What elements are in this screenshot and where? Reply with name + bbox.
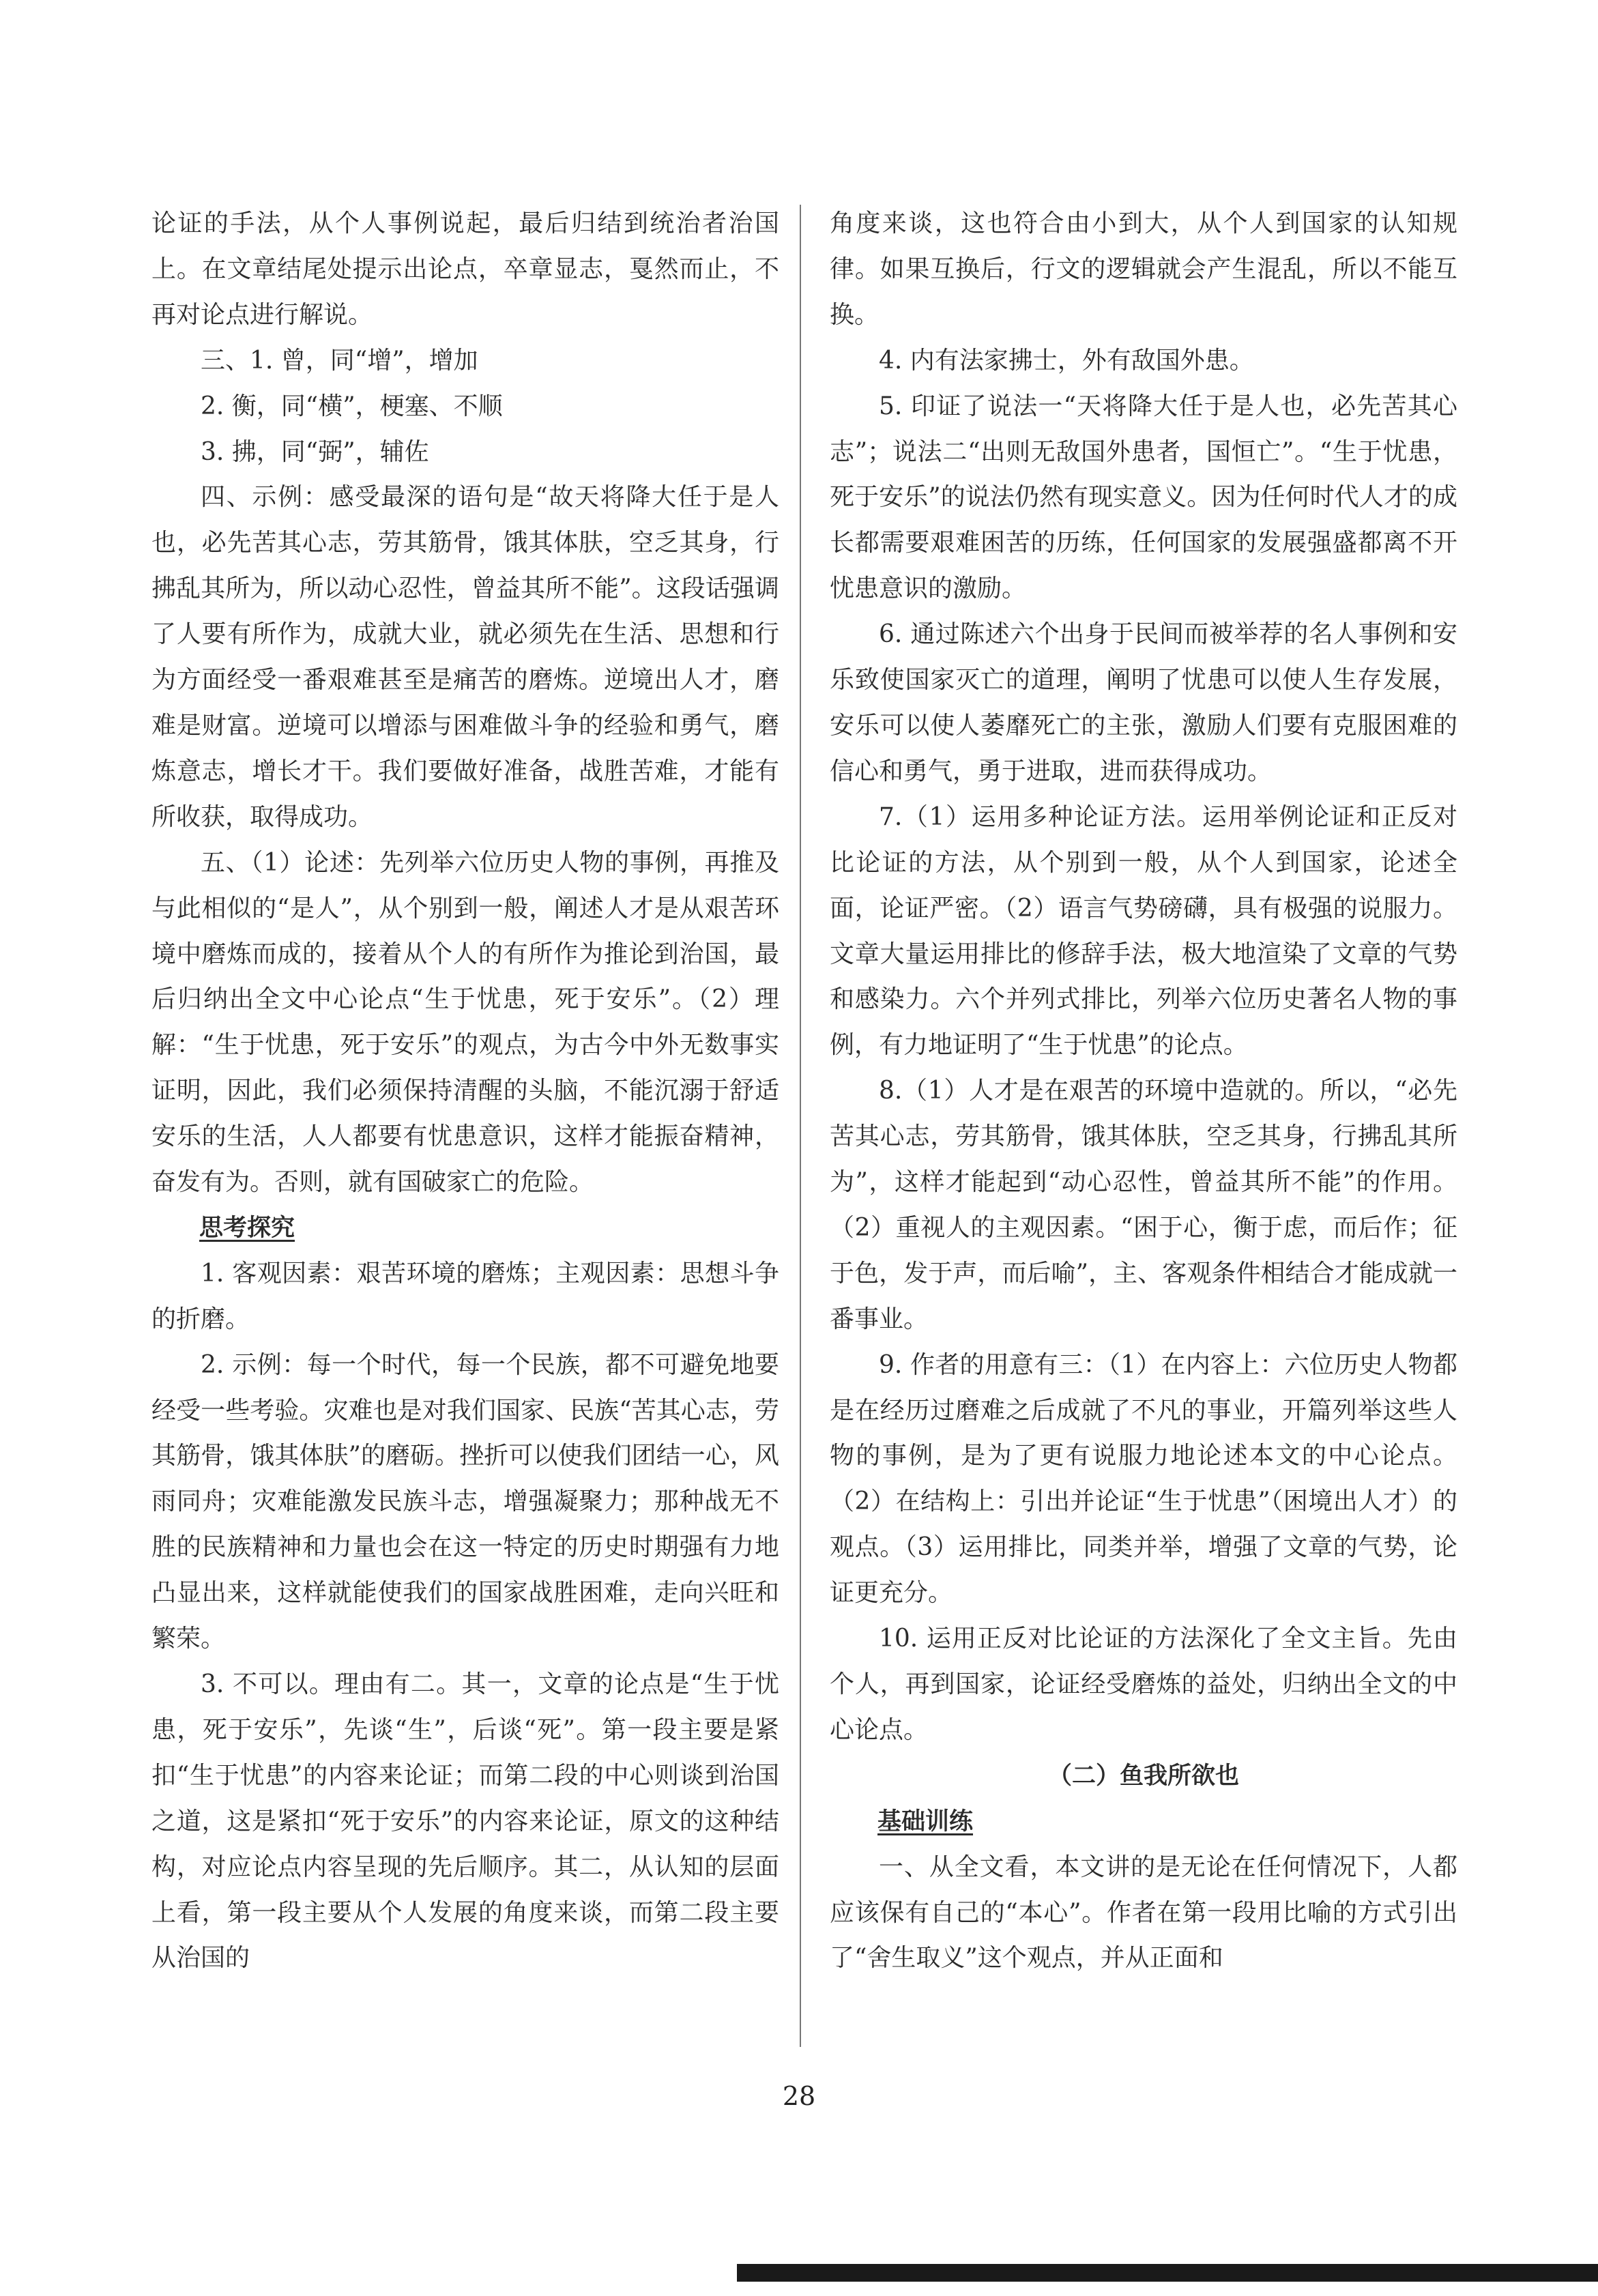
paragraph: 四、示例：感受最深的语句是“故天将降大任于是人也，必先苦其心志，劳其筋骨，饿其体肤，空乏其身，行拂乱其所为，所以动心忍性，曾益其所不能”。这段话强调了人要有所作为，成就大业，就必须先在生活、思想和行为方面经受一番艰难甚至是痛苦的磨炼。逆境出人才，磨难是财富。逆境可以增添与困难做斗争的经验和勇气，磨炼意志，增长才干。我们要做好准备，战胜苦难，才能有所收获，取得成功。	[151, 483, 779, 831]
section-heading: 思考探究	[199, 1214, 295, 1242]
paragraph: 5. 印证了说法一“天将降大任于是人也，必先苦其心志”；说法二“出则无敌国外患者，国恒亡”。“生于忧患，死于安乐”的说法仍然有现实意义。因为任何时代人才的成长都需要艰难困苦的历练，任何国家的发展强盛都离不开忧患意识的激励。	[830, 392, 1457, 603]
column-divider	[800, 205, 801, 2047]
left-column	[151, 201, 779, 1981]
paragraph: 7.（1）运用多种论证方法。运用举例论证和正反对比论证的方法，从个别到一般，从个人到国家，论述全面，论证严密。（2）语言气势磅礴，具有极强的说服力。文章大量运用排比的修辞手法，极大地渲染了文章的气势和感染力。六个并列式排比，列举六位历史著名人物的事例，有力地证明了“生于忧患”的论点。	[830, 802, 1457, 1060]
section-heading: 基础训练	[877, 1807, 974, 1835]
page-number: 28	[782, 2081, 816, 2111]
paragraph: 一、从全文看，本文讲的是无论在任何情况下，人都应该保有自己的“本心”。作者在第一段用比喻的方式引出了“舍生取义”这个观点，并从正面和	[830, 1852, 1457, 1973]
paragraph: 2. 衡，同“横”，梗塞、不顺	[201, 392, 503, 420]
paragraph: 1. 客观因素：艰苦环境的磨炼；主观因素：思想斗争的折磨。	[151, 1259, 779, 1333]
paragraph: 3. 拂，同“弼”，辅佐	[201, 437, 429, 466]
paragraph: 3. 不可以。理由有二。其一，文章的论点是“生于忧患，死于安乐”，先谈“生”，后谈“死”。第一段主要是紧扣“生于忧患”的内容来论证；而第二段的中心则谈到治国之道，这是紧扣“死于安乐”的内容来论证，原文的这种结构，对应论点内容呈现的先后顺序。其二，从认知的层面上看，第一段主要从个人发展的角度来谈，而第二段主要从治国的	[151, 1670, 779, 1973]
paragraph: 五、（1）论述：先列举六位历史人物的事例，再推及与此相似的“是人”，从个别到一般，阐述人才是从艰苦环境中磨炼而成的，接着从个人的有所作为推论到治国，最后归纳出全文中心论点“生于忧患，死于安乐”。（2）理解：“生于忧患，死于安乐”的观点，为古今中外无数事实证明，因此，我们必须保持清醒的头脑，不能沉溺于舒适安乐的生活，人人都要有忧患意识，这样才能振奋精神，奋发有为。否则，就有国破家亡的危险。	[151, 848, 779, 1197]
right-column	[830, 201, 1457, 1981]
paragraph: 4. 内有法家拂士，外有敌国外患。	[879, 346, 1254, 375]
paragraph: 角度来谈，这也符合由小到大，从个人到国家的认知规律。如果互换后，行文的逻辑就会产生混乱，所以不能互换。	[830, 209, 1457, 329]
paragraph: 9. 作者的用意有三：（1）在内容上：六位历史人物都是在经历过磨难之后成就了不凡的事业，开篇列举这些人物的事例，是为了更有说服力地论述本文的中心论点。（2）在结构上：引出并论证“生于忧患”（困境出人才）的观点。（3）运用排比，同类并举，增强了文章的气势，论证更充分。	[830, 1350, 1457, 1608]
paragraph: 8.（1）人才是在艰苦的环境中造就的。所以，“必先苦其心志，劳其筋骨，饿其体肤，空乏其身，行拂乱其所为”，这样才能起到“动心忍性，曾益其所不能”的作用。（2）重视人的主观因素。“困于心，衡于虑，而后作；征于色，发于声，而后喻”，主、客观条件相结合才能成就一番事业。	[830, 1077, 1457, 1333]
paragraph: 2. 示例：每一个时代，每一个民族，都不可避免地要经受一些考验。灾难也是对我们国家、民族“苦其心志，劳其筋骨，饿其体肤”的磨砺。挫折可以使我们团结一心，风雨同舟；灾难能激发民族斗志，增强凝聚力；那种战无不胜的民族精神和力量也会在这一特定的历史时期强有力地凸显出来，这样就能使我们的国家战胜困难，走向兴旺和繁荣。	[151, 1350, 779, 1653]
section-subtitle: （二）鱼我所欲也	[1047, 1762, 1239, 1790]
footer-bar	[737, 2264, 1598, 2282]
paragraph: 6. 通过陈述六个出身于民间而被举荐的名人事例和安乐致使国家灭亡的道理，阐明了忧患可以使人生存发展，安乐可以使人萎靡死亡的主张，激励人们要有克服困难的信心和勇气，勇于进取，进而获得成功。	[830, 620, 1457, 785]
paragraph: 论证的手法，从个人事例说起，最后归结到统治者治国上。在文章结尾处提示出论点，卒章显志，戛然而止，不再对论点进行解说。	[151, 209, 779, 329]
paragraph: 三、1. 曾，同“增”，增加	[201, 346, 478, 375]
paragraph: 10. 运用正反对比论证的方法深化了全文主旨。先由个人，再到国家，论证经受磨炼的益处，归纳出全文的中心论点。	[830, 1625, 1457, 1744]
